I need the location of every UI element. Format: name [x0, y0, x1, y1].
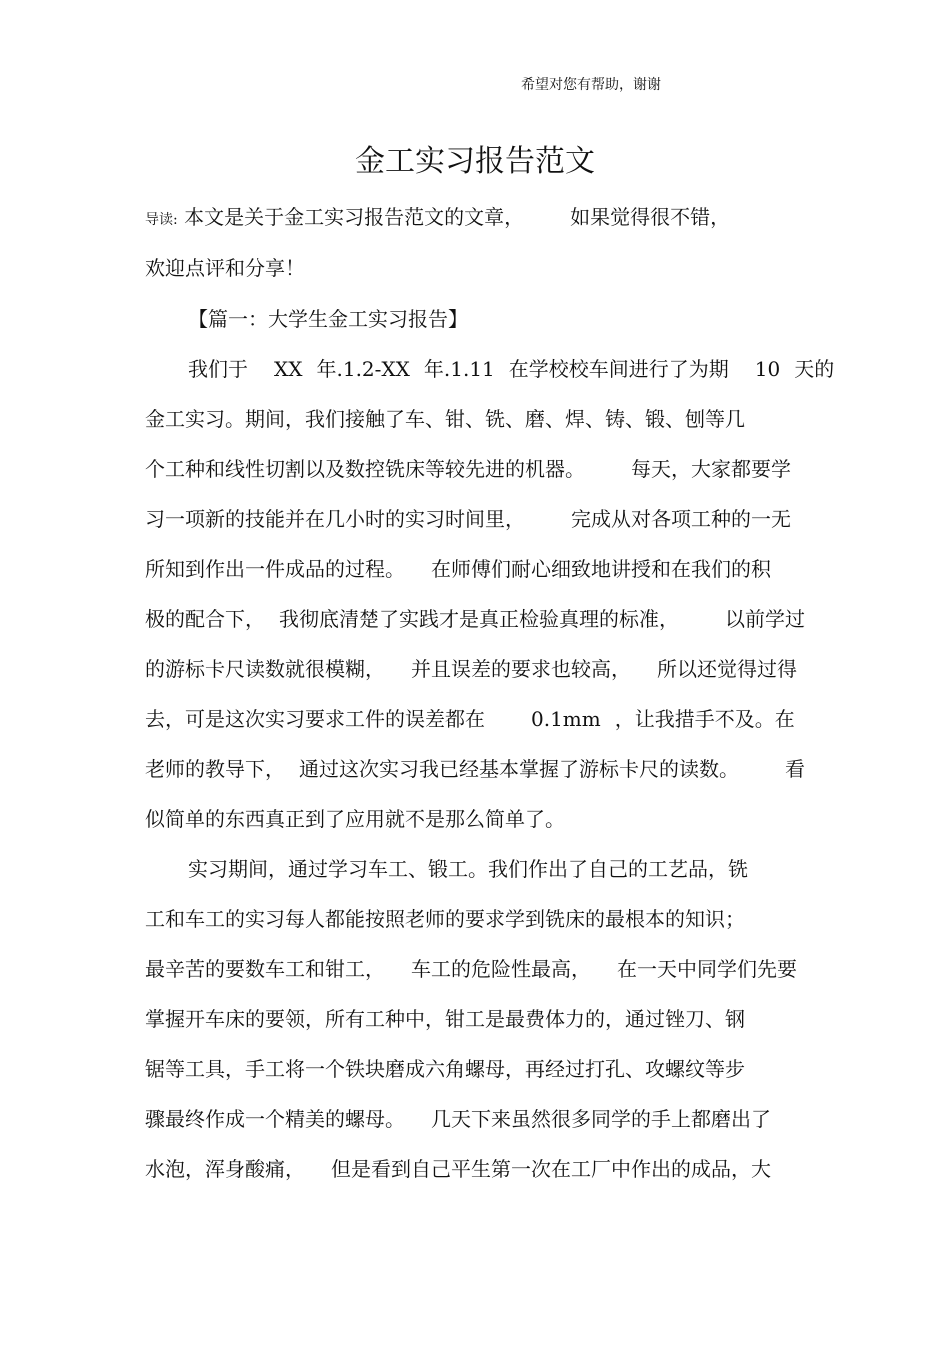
- paragraph-1-line-3: [145, 455, 791, 483]
- text-run: 10: [754, 357, 781, 381]
- text-run: 最辛苦的要数车工和钳工，: [145, 957, 385, 981]
- header-note: 希望对您有帮助，谢谢: [521, 77, 661, 93]
- text-run: 去，可是这次实习要求工件的误差都在: [145, 707, 485, 731]
- intro-line-1: [145, 203, 730, 234]
- paragraph-1-line-8: [145, 705, 795, 733]
- paragraph-2-line-6: [145, 1105, 771, 1133]
- text-run: 在一天中同学们先要: [617, 957, 797, 981]
- intro-label: 导读:: [145, 212, 178, 228]
- paragraph-2-line-3: [145, 955, 797, 983]
- text-run: 我彻底清楚了实践才是真正检验真理的标准，: [279, 607, 679, 631]
- text-run: 极的配合下，: [145, 607, 265, 631]
- text-run: 在师傅们耐心细致地讲授和在我们的积: [431, 557, 771, 581]
- text-run: 骤最终作成一个精美的螺母。: [145, 1107, 405, 1131]
- intro-line-2: 欢迎点评和分享！: [145, 256, 305, 280]
- document-title: 金工实习报告范文: [355, 144, 595, 179]
- intro-text: 本文是关于金工实习报告范文的文章，: [184, 205, 525, 229]
- text-run: 每天，大家都要学: [631, 457, 791, 481]
- text-run: 习一项新的技能并在几小时的实习时间里，: [145, 507, 525, 531]
- paragraph-2-line-4: 掌握开车床的要领，所有工种中，钳工是最费体力的，通过锉刀、钢: [145, 1007, 745, 1031]
- text-run: 0.1mm: [531, 707, 601, 731]
- text-run: 但是看到自己平生第一次在工厂中作出的成品，大: [331, 1157, 771, 1181]
- text-run: 水泡，浑身酸痛，: [145, 1157, 305, 1181]
- paragraph-1-line-5: [145, 555, 771, 583]
- paragraph-1-line-7: [145, 655, 797, 683]
- paragraph-1-line-9: [145, 755, 805, 783]
- intro-text: 如果觉得很不错，: [570, 205, 731, 229]
- text-run: 车工的危险性最高，: [411, 957, 591, 981]
- paragraph-2-line-5: 锯等工具，手工将一个铁块磨成六角螺母，再经过打孔、攻螺纹等步: [145, 1057, 745, 1081]
- text-run: 年.1.11: [423, 357, 495, 381]
- text-run: 个工种和线性切割以及数控铣床等较先进的机器。: [145, 457, 585, 481]
- text-run: 所以还觉得过得: [657, 657, 797, 681]
- paragraph-1-line-2: 金工实习。期间，我们接触了车、钳、铣、磨、焊、铸、锻、刨等几: [145, 407, 745, 431]
- text-run: 我们于: [188, 357, 248, 381]
- text-run: 以前学过: [725, 607, 805, 631]
- text-run: 通过这次实习我已经基本掌握了游标卡尺的读数。: [299, 757, 739, 781]
- text-run: 看: [785, 757, 805, 781]
- paragraph-1-line-6: [145, 605, 805, 633]
- text-run: 的游标卡尺读数就很模糊，: [145, 657, 385, 681]
- paragraph-2-line-7: [145, 1155, 771, 1183]
- paragraph-2-line-2: 工和车工的实习每人都能按照老师的要求学到铣床的最根本的知识；: [145, 907, 745, 931]
- text-run: 天的: [794, 357, 835, 381]
- text-run: 老师的教导下，: [145, 757, 285, 781]
- paragraph-1-line-10: 似简单的东西真正到了应用就不是那么简单了。: [145, 807, 565, 831]
- text-run: 年.1.2-XX: [316, 357, 410, 381]
- paragraph-2-line-1: 实习期间，通过学习车工、锻工。我们作出了自己的工艺品，铣: [188, 857, 748, 881]
- text-run: 并且误差的要求也较高，: [411, 657, 631, 681]
- text-run: 几天下来虽然很多同学的手上都磨出了: [431, 1107, 771, 1131]
- text-run: 在学校校车间进行了为期: [508, 357, 729, 381]
- text-run: 所知到作出一件成品的过程。: [145, 557, 405, 581]
- text-run: 完成从对各项工种的一无: [571, 507, 791, 531]
- text-run: ，让我措手不及。在: [614, 707, 795, 731]
- text-run: XX: [274, 357, 303, 381]
- section-heading: 【篇一：大学生金工实习报告】: [188, 307, 468, 331]
- paragraph-1-line-4: [145, 505, 791, 533]
- paragraph-1-line-1: [188, 355, 834, 383]
